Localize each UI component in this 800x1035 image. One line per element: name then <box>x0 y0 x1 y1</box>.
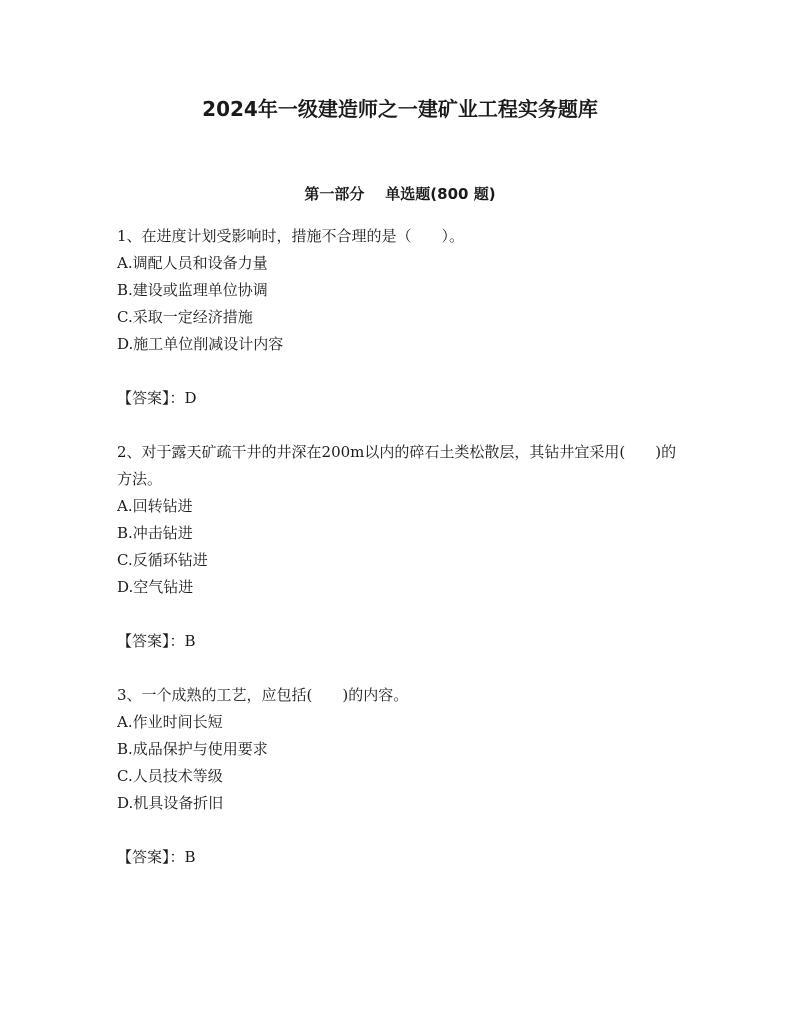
answer-label: 【答案】： <box>117 848 185 866</box>
answer-line <box>117 844 677 871</box>
option-a: A.作业时间长短 <box>117 713 223 731</box>
answer-value: B <box>184 632 196 650</box>
option-b: B.建设或监理单位协调 <box>117 281 268 299</box>
answer-value: B <box>184 848 196 866</box>
question-1 <box>117 223 677 412</box>
option-d: D.空气钻进 <box>117 578 194 596</box>
section-title: 第一部分 单选题(800 题) <box>304 185 496 203</box>
document-title: 2024年一级建造师之一建矿业工程实务题库 <box>202 97 598 121</box>
answer-line <box>117 628 677 655</box>
answer-line <box>117 385 677 412</box>
option-c: C.人员技术等级 <box>117 767 223 785</box>
question-2 <box>117 439 677 655</box>
question-stem: 1、在进度计划受影响时，措施不合理的是（ ）。 <box>117 227 465 245</box>
question-stem: 3、一个成熟的工艺，应包括( )的内容。 <box>117 686 409 704</box>
question-3 <box>117 682 677 871</box>
option-d: D.机具设备折旧 <box>117 794 224 812</box>
answer-value: D <box>184 389 197 407</box>
option-b: B.冲击钻进 <box>117 524 193 542</box>
option-d: D.施工单位削减设计内容 <box>117 335 284 353</box>
question-list <box>117 223 677 871</box>
answer-label: 【答案】： <box>117 632 185 650</box>
question-stem: 2、对于露天矿疏干井的井深在200m以内的碎石土类松散层，其钻井宜采用( )的方法。 <box>117 443 677 488</box>
option-b: B.成品保护与使用要求 <box>117 740 268 758</box>
answer-label: 【答案】： <box>117 389 185 407</box>
option-c: C.反循环钻进 <box>117 551 208 569</box>
option-a: A.回转钻进 <box>117 497 193 515</box>
option-c: C.采取一定经济措施 <box>117 308 253 326</box>
option-a: A.调配人员和设备力量 <box>117 254 268 272</box>
